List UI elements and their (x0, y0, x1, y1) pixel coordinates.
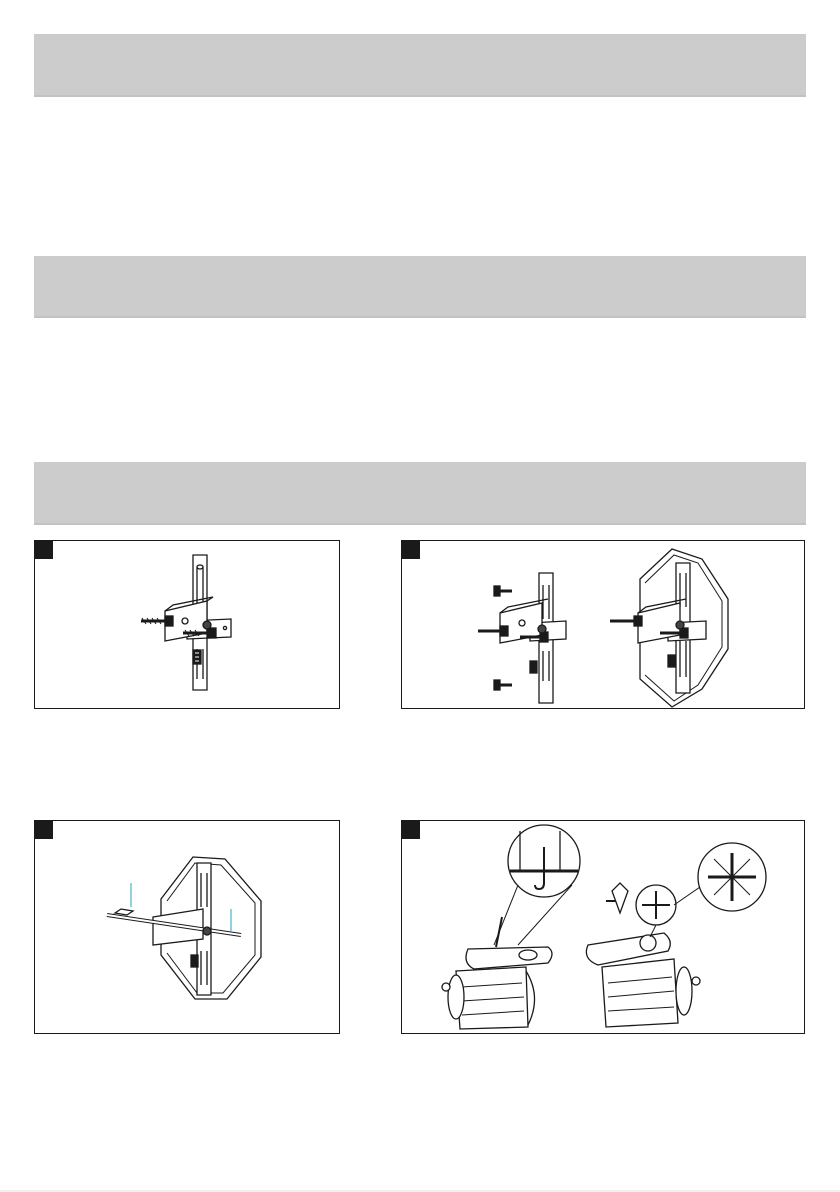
lamp-mounting-detail-icon (402, 821, 806, 1035)
section-header-1 (34, 34, 806, 97)
step-panel-1 (34, 540, 340, 709)
step-panel-2 (401, 540, 805, 709)
step-panel-4 (401, 820, 805, 1034)
section-header-3 (34, 462, 806, 525)
bracket-with-bolts-icon (35, 541, 341, 710)
plate-with-rod-icon (35, 821, 341, 1035)
section-header-2 (34, 256, 806, 318)
bracket-and-plate-assembly-icon (402, 541, 806, 710)
step-panel-3 (34, 820, 340, 1034)
